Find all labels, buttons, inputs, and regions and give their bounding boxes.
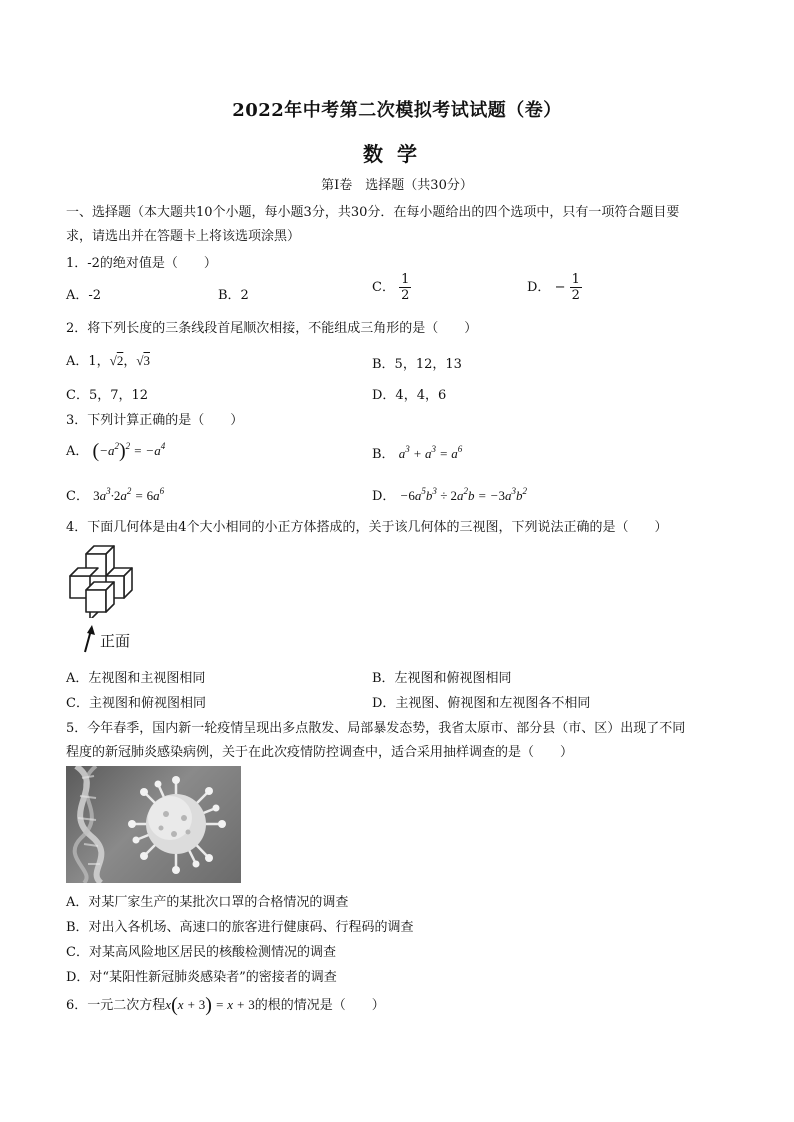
q4-option-c: C．主视图和俯视图相同: [66, 696, 206, 711]
q4-stem: 4．下面几何体是由4个大小相同的小正方体搭成的，关于该几何体的三视图，下列说法正确的是（ ）: [66, 520, 668, 535]
front-direction-arrow-icon: [80, 624, 98, 654]
q1-option-d-label: D．: [527, 280, 551, 295]
q3-option-b-formula: $a^3 + a^3 = a^6$: [398, 444, 463, 461]
q1-option-c-denominator: 2: [401, 288, 410, 303]
q2-option-d: D．4，4，6: [372, 388, 447, 403]
q2-option-a: [66, 350, 150, 369]
q1-option-d-fraction: [570, 272, 582, 303]
q1-option-d: [527, 272, 582, 303]
section-heading: 第Ⅰ卷 选择题（共30分）: [321, 178, 473, 193]
q3-option-a: [66, 440, 165, 463]
sqrt-2: √2: [109, 353, 124, 368]
virus-image: [66, 766, 241, 883]
q3-option-c: [66, 485, 164, 504]
q3-option-d-label: D．: [372, 489, 396, 504]
q6-equation: x(x + 3) = x + 3: [165, 994, 255, 1016]
q1-option-b: B．2: [218, 288, 249, 303]
q3-stem: 3．下列计算正确的是（ ）: [66, 413, 244, 428]
q1-option-c: [372, 272, 411, 303]
q3-option-a-formula: $(-a^2)^2 = -a^4$: [92, 440, 166, 462]
q5-option-c: C．对某高风险地区居民的核酸检测情况的调查: [66, 945, 336, 960]
q1-option-d-sign: −: [554, 280, 566, 295]
q3-option-d-formula: $-6a^5b^3 \div 2a^2b = -3a^3b^2$: [399, 486, 528, 503]
instructions-line-2: 求，请选出并在答题卡上将该选项涂黑）: [66, 229, 301, 244]
q3-option-c-label: C．: [66, 489, 89, 504]
q2-stem: 2．将下列长度的三条线段首尾顺次相接，不能组成三角形的是（ ）: [66, 321, 478, 336]
q5-stem-line-2: 程度的新冠肺炎感染病例，关于在此次疫情防控调查中，适合采用抽样调查的是（ ）: [66, 745, 574, 760]
q3-option-b-label: B．: [372, 447, 395, 462]
cube-figure: [66, 542, 146, 618]
q1-option-d-numerator: 1: [571, 272, 580, 287]
q3-option-d: [372, 485, 527, 504]
q6-stem: [66, 994, 385, 1017]
front-view-label: 正面: [100, 632, 131, 650]
q5-option-a: A．对某厂家生产的某批次口罩的合格情况的调查: [66, 895, 349, 910]
q5-stem-line-1: 5．今年春季，国内新一轮疫情呈现出多点散发、局部暴发态势，我省太原市、部分县（市、区）出现了不同: [66, 721, 686, 736]
q2-option-b: B．5，12，13: [372, 357, 462, 372]
q2-option-c: C．5，7，12: [66, 388, 149, 403]
sqrt-2-radicand: 2: [116, 353, 124, 368]
q4-option-a: A．左视图和主视图相同: [66, 671, 206, 686]
q1-option-d-denominator: 2: [571, 288, 580, 303]
q6-stem-prefix: 6．一元二次方程: [66, 998, 166, 1013]
q4-option-b: B．左视图和俯视图相同: [372, 671, 512, 686]
q3-option-a-label: A．: [66, 444, 89, 459]
virus-illustration: [66, 766, 241, 883]
q1-option-c-label: C．: [372, 280, 395, 295]
q2-option-a-label: A．1，: [66, 354, 110, 369]
sqrt-3-radicand: 3: [143, 353, 150, 368]
q1-option-c-fraction: [399, 272, 411, 303]
q5-option-d: D．对“某阳性新冠肺炎感染者”的密接者的调查: [66, 970, 337, 985]
page-title: 2022年中考第二次模拟考试试题（卷）: [232, 100, 562, 121]
instructions-line-1: 一、选择题（本大题共10个小题，每小题3分，共30分．在每小题给出的四个选项中，只有一项符合题目要: [66, 205, 680, 220]
q1-option-c-numerator: 1: [401, 272, 410, 287]
q3-option-c-formula: $3a^3\cdot 2a^2 = 6a^6$: [93, 486, 165, 503]
q5-option-b: B．对出入各机场、高速口的旅客进行健康码、行程码的调查: [66, 920, 414, 935]
q1-stem: 1．-2的绝对值是（ ）: [66, 256, 217, 271]
q6-stem-suffix: 的根的情况是（ ）: [254, 998, 385, 1013]
sqrt-3: √3: [136, 353, 150, 368]
q4-option-d: D．主视图、俯视图和左视图各不相同: [372, 696, 591, 711]
q2-option-a-separator: ，: [123, 354, 137, 369]
subject-title: 数学: [363, 142, 431, 166]
q1-option-a: A．-2: [66, 288, 102, 303]
q3-option-b: [372, 443, 462, 462]
